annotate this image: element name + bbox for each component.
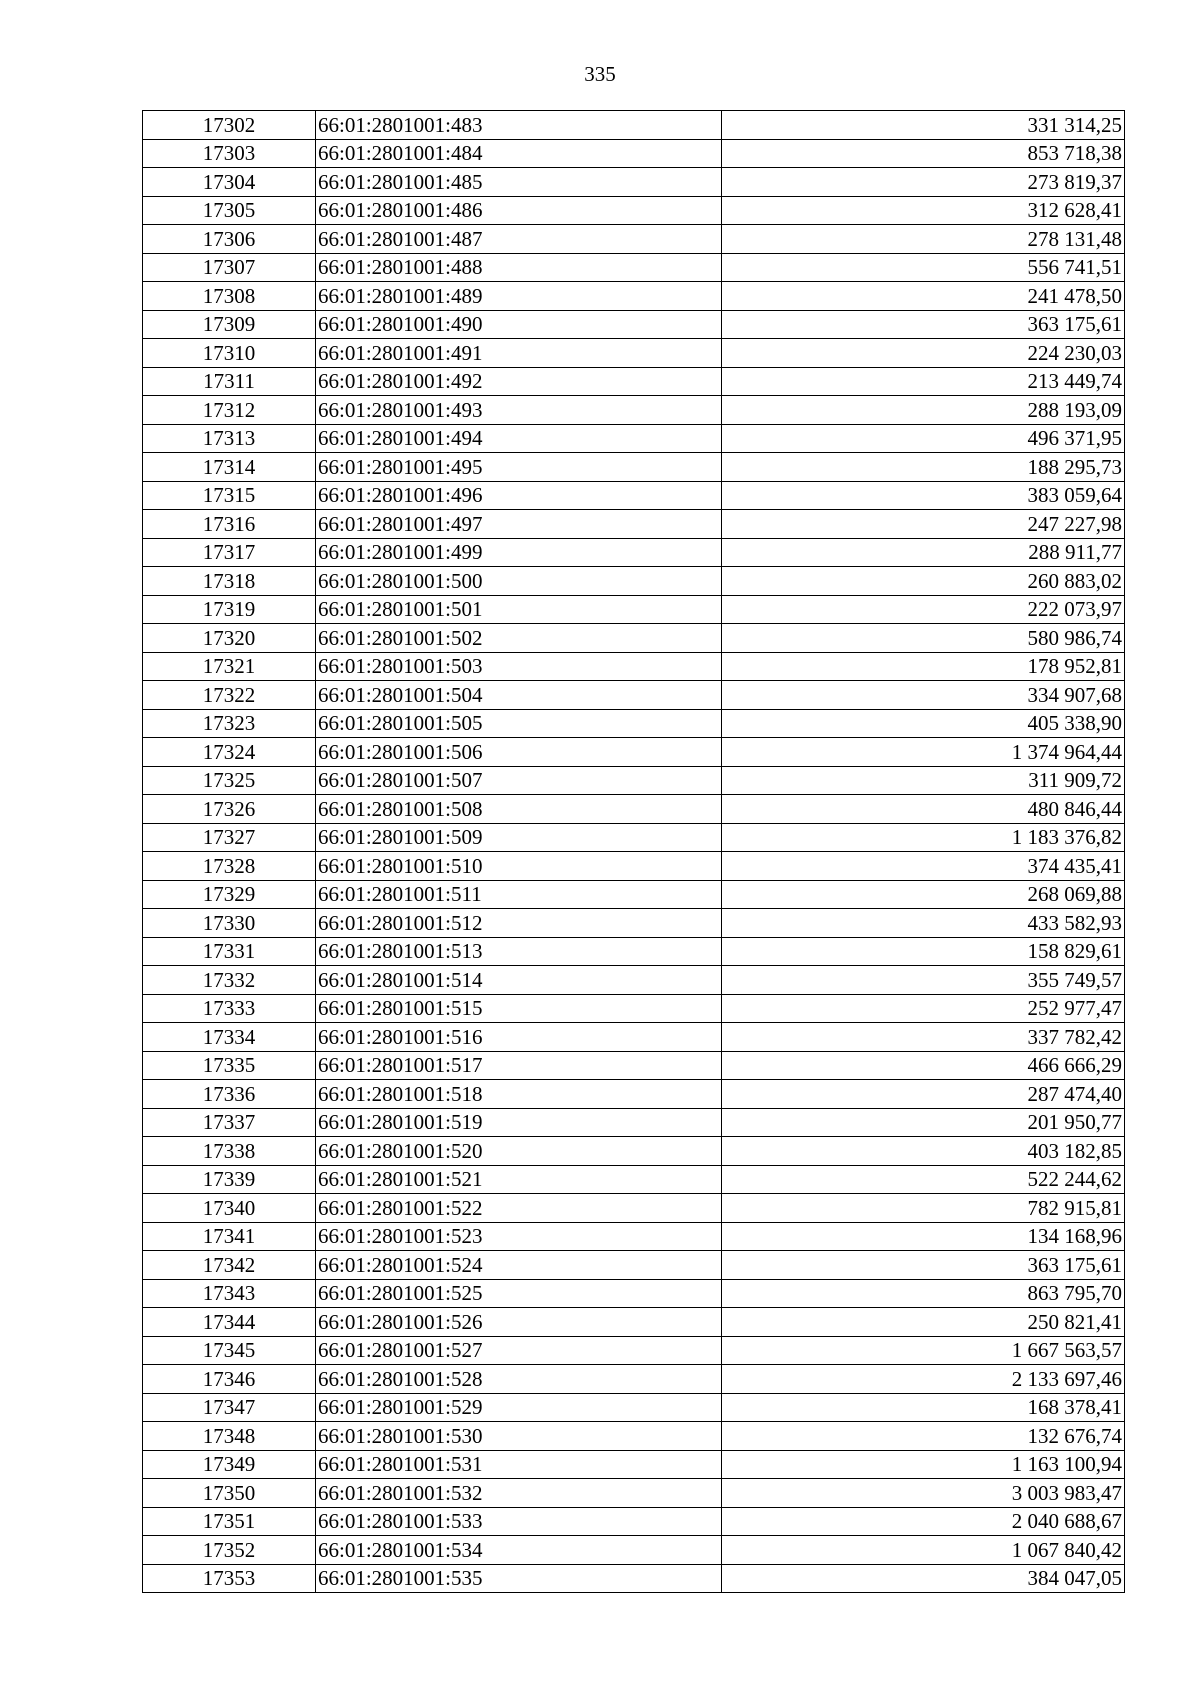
cadastral-value-cell: 1 067 840,42 bbox=[722, 1536, 1125, 1565]
table-row bbox=[143, 652, 1125, 681]
table-row bbox=[143, 1450, 1125, 1479]
table-row bbox=[143, 595, 1125, 624]
table-row bbox=[143, 1165, 1125, 1194]
cadastral-value-cell: 287 474,40 bbox=[722, 1080, 1125, 1109]
cadastral-number-cell: 66:01:2801001:485 bbox=[316, 168, 722, 197]
cadastral-value-cell: 168 378,41 bbox=[722, 1393, 1125, 1422]
cadastral-number-cell: 66:01:2801001:487 bbox=[316, 225, 722, 254]
row-number-cell: 17320 bbox=[143, 624, 316, 653]
cadastral-value-cell: 403 182,85 bbox=[722, 1137, 1125, 1166]
row-number-cell: 17347 bbox=[143, 1393, 316, 1422]
row-number-cell: 17342 bbox=[143, 1251, 316, 1280]
table-row bbox=[143, 1536, 1125, 1565]
cadastral-value-cell: 132 676,74 bbox=[722, 1422, 1125, 1451]
cadastral-value-cell: 201 950,77 bbox=[722, 1108, 1125, 1137]
cadastral-value-cell: 3 003 983,47 bbox=[722, 1479, 1125, 1508]
cadastral-number-cell: 66:01:2801001:534 bbox=[316, 1536, 722, 1565]
cadastral-number-cell: 66:01:2801001:488 bbox=[316, 253, 722, 282]
table-row bbox=[143, 795, 1125, 824]
table-row bbox=[143, 453, 1125, 482]
row-number-cell: 17343 bbox=[143, 1279, 316, 1308]
cadastral-number-cell: 66:01:2801001:518 bbox=[316, 1080, 722, 1109]
cadastral-value-cell: 466 666,29 bbox=[722, 1051, 1125, 1080]
cadastral-value-cell: 268 069,88 bbox=[722, 880, 1125, 909]
row-number-cell: 17309 bbox=[143, 310, 316, 339]
cadastral-number-cell: 66:01:2801001:492 bbox=[316, 367, 722, 396]
cadastral-number-cell: 66:01:2801001:515 bbox=[316, 994, 722, 1023]
cadastral-value-cell: 250 821,41 bbox=[722, 1308, 1125, 1337]
row-number-cell: 17335 bbox=[143, 1051, 316, 1080]
cadastral-value-cell: 1 183 376,82 bbox=[722, 823, 1125, 852]
table-row bbox=[143, 1222, 1125, 1251]
table-row bbox=[143, 424, 1125, 453]
row-number-cell: 17304 bbox=[143, 168, 316, 197]
cadastral-value-cell: 134 168,96 bbox=[722, 1222, 1125, 1251]
cadastral-number-cell: 66:01:2801001:528 bbox=[316, 1365, 722, 1394]
cadastral-number-cell: 66:01:2801001:522 bbox=[316, 1194, 722, 1223]
cadastral-number-cell: 66:01:2801001:525 bbox=[316, 1279, 722, 1308]
table-row bbox=[143, 1194, 1125, 1223]
cadastral-number-cell: 66:01:2801001:530 bbox=[316, 1422, 722, 1451]
cadastral-number-cell: 66:01:2801001:535 bbox=[316, 1564, 722, 1593]
cadastral-number-cell: 66:01:2801001:519 bbox=[316, 1108, 722, 1137]
row-number-cell: 17331 bbox=[143, 937, 316, 966]
row-number-cell: 17330 bbox=[143, 909, 316, 938]
cadastral-number-cell: 66:01:2801001:526 bbox=[316, 1308, 722, 1337]
cadastral-value-cell: 355 749,57 bbox=[722, 966, 1125, 995]
row-number-cell: 17308 bbox=[143, 282, 316, 311]
cadastral-value-cell: 480 846,44 bbox=[722, 795, 1125, 824]
cadastral-value-cell: 2 133 697,46 bbox=[722, 1365, 1125, 1394]
cadastral-number-cell: 66:01:2801001:513 bbox=[316, 937, 722, 966]
row-number-cell: 17337 bbox=[143, 1108, 316, 1137]
row-number-cell: 17338 bbox=[143, 1137, 316, 1166]
cadastral-number-cell: 66:01:2801001:529 bbox=[316, 1393, 722, 1422]
cadastral-value-cell: 247 227,98 bbox=[722, 510, 1125, 539]
row-number-cell: 17351 bbox=[143, 1507, 316, 1536]
cadastral-value-cell: 178 952,81 bbox=[722, 652, 1125, 681]
cadastral-value-cell: 782 915,81 bbox=[722, 1194, 1125, 1223]
table-row bbox=[143, 1393, 1125, 1422]
row-number-cell: 17321 bbox=[143, 652, 316, 681]
table-row bbox=[143, 196, 1125, 225]
row-number-cell: 17315 bbox=[143, 481, 316, 510]
cadastral-value-cell: 1 667 563,57 bbox=[722, 1336, 1125, 1365]
table-row bbox=[143, 1336, 1125, 1365]
table-row bbox=[143, 823, 1125, 852]
table-row bbox=[143, 253, 1125, 282]
row-number-cell: 17332 bbox=[143, 966, 316, 995]
cadastral-value-cell: 580 986,74 bbox=[722, 624, 1125, 653]
row-number-cell: 17318 bbox=[143, 567, 316, 596]
row-number-cell: 17305 bbox=[143, 196, 316, 225]
table-row bbox=[143, 880, 1125, 909]
row-number-cell: 17312 bbox=[143, 396, 316, 425]
cadastral-value-cell: 384 047,05 bbox=[722, 1564, 1125, 1593]
table-row bbox=[143, 1279, 1125, 1308]
table-row bbox=[143, 1308, 1125, 1337]
table-row bbox=[143, 1564, 1125, 1593]
cadastral-number-cell: 66:01:2801001:505 bbox=[316, 709, 722, 738]
row-number-cell: 17352 bbox=[143, 1536, 316, 1565]
table-row bbox=[143, 852, 1125, 881]
cadastral-number-cell: 66:01:2801001:483 bbox=[316, 111, 722, 140]
cadastral-value-cell: 158 829,61 bbox=[722, 937, 1125, 966]
row-number-cell: 17323 bbox=[143, 709, 316, 738]
row-number-cell: 17313 bbox=[143, 424, 316, 453]
table-row bbox=[143, 339, 1125, 368]
table-row bbox=[143, 1023, 1125, 1052]
cadastral-value-cell: 224 230,03 bbox=[722, 339, 1125, 368]
row-number-cell: 17302 bbox=[143, 111, 316, 140]
cadastral-number-cell: 66:01:2801001:503 bbox=[316, 652, 722, 681]
cadastral-number-cell: 66:01:2801001:523 bbox=[316, 1222, 722, 1251]
cadastral-value-cell: 273 819,37 bbox=[722, 168, 1125, 197]
row-number-cell: 17341 bbox=[143, 1222, 316, 1251]
cadastral-number-cell: 66:01:2801001:489 bbox=[316, 282, 722, 311]
row-number-cell: 17306 bbox=[143, 225, 316, 254]
cadastral-number-cell: 66:01:2801001:494 bbox=[316, 424, 722, 453]
cadastral-number-cell: 66:01:2801001:497 bbox=[316, 510, 722, 539]
row-number-cell: 17310 bbox=[143, 339, 316, 368]
cadastral-value-cell: 522 244,62 bbox=[722, 1165, 1125, 1194]
row-number-cell: 17303 bbox=[143, 139, 316, 168]
table-row bbox=[143, 624, 1125, 653]
table-row bbox=[143, 168, 1125, 197]
table-row bbox=[143, 738, 1125, 767]
table-row bbox=[143, 709, 1125, 738]
row-number-cell: 17322 bbox=[143, 681, 316, 710]
row-number-cell: 17324 bbox=[143, 738, 316, 767]
cadastral-value-cell: 2 040 688,67 bbox=[722, 1507, 1125, 1536]
cadastral-value-cell: 288 193,09 bbox=[722, 396, 1125, 425]
cadastral-value-cell: 222 073,97 bbox=[722, 595, 1125, 624]
cadastral-value-cell: 278 131,48 bbox=[722, 225, 1125, 254]
cadastral-number-cell: 66:01:2801001:490 bbox=[316, 310, 722, 339]
cadastral-value-cell: 252 977,47 bbox=[722, 994, 1125, 1023]
table-row bbox=[143, 538, 1125, 567]
row-number-cell: 17307 bbox=[143, 253, 316, 282]
cadastral-number-cell: 66:01:2801001:501 bbox=[316, 595, 722, 624]
row-number-cell: 17316 bbox=[143, 510, 316, 539]
cadastral-number-cell: 66:01:2801001:491 bbox=[316, 339, 722, 368]
table-row bbox=[143, 510, 1125, 539]
cadastral-value-table bbox=[142, 110, 1125, 1593]
table-row bbox=[143, 481, 1125, 510]
row-number-cell: 17328 bbox=[143, 852, 316, 881]
cadastral-number-cell: 66:01:2801001:507 bbox=[316, 766, 722, 795]
cadastral-value-cell: 363 175,61 bbox=[722, 1251, 1125, 1280]
cadastral-value-cell: 363 175,61 bbox=[722, 310, 1125, 339]
row-number-cell: 17326 bbox=[143, 795, 316, 824]
row-number-cell: 17344 bbox=[143, 1308, 316, 1337]
row-number-cell: 17314 bbox=[143, 453, 316, 482]
cadastral-number-cell: 66:01:2801001:514 bbox=[316, 966, 722, 995]
table-row bbox=[143, 1422, 1125, 1451]
table-row bbox=[143, 139, 1125, 168]
row-number-cell: 17325 bbox=[143, 766, 316, 795]
cadastral-value-cell: 188 295,73 bbox=[722, 453, 1125, 482]
cadastral-value-cell: 1 163 100,94 bbox=[722, 1450, 1125, 1479]
row-number-cell: 17346 bbox=[143, 1365, 316, 1394]
cadastral-number-cell: 66:01:2801001:510 bbox=[316, 852, 722, 881]
table-row bbox=[143, 1479, 1125, 1508]
cadastral-value-cell: 260 883,02 bbox=[722, 567, 1125, 596]
row-number-cell: 17333 bbox=[143, 994, 316, 1023]
table-row bbox=[143, 396, 1125, 425]
row-number-cell: 17350 bbox=[143, 1479, 316, 1508]
cadastral-number-cell: 66:01:2801001:511 bbox=[316, 880, 722, 909]
cadastral-number-cell: 66:01:2801001:520 bbox=[316, 1137, 722, 1166]
row-number-cell: 17334 bbox=[143, 1023, 316, 1052]
cadastral-number-cell: 66:01:2801001:508 bbox=[316, 795, 722, 824]
table-row bbox=[143, 966, 1125, 995]
cadastral-value-cell: 331 314,25 bbox=[722, 111, 1125, 140]
cadastral-number-cell: 66:01:2801001:532 bbox=[316, 1479, 722, 1508]
table-row bbox=[143, 1137, 1125, 1166]
cadastral-value-cell: 374 435,41 bbox=[722, 852, 1125, 881]
table-row bbox=[143, 1251, 1125, 1280]
table-row bbox=[143, 367, 1125, 396]
row-number-cell: 17348 bbox=[143, 1422, 316, 1451]
table-row bbox=[143, 1051, 1125, 1080]
table-row bbox=[143, 766, 1125, 795]
cadastral-value-cell: 496 371,95 bbox=[722, 424, 1125, 453]
table-row bbox=[143, 111, 1125, 140]
cadastral-number-cell: 66:01:2801001:486 bbox=[316, 196, 722, 225]
cadastral-number-cell: 66:01:2801001:499 bbox=[316, 538, 722, 567]
table-row bbox=[143, 1365, 1125, 1394]
row-number-cell: 17353 bbox=[143, 1564, 316, 1593]
row-number-cell: 17349 bbox=[143, 1450, 316, 1479]
row-number-cell: 17317 bbox=[143, 538, 316, 567]
row-number-cell: 17340 bbox=[143, 1194, 316, 1223]
cadastral-number-cell: 66:01:2801001:521 bbox=[316, 1165, 722, 1194]
cadastral-number-cell: 66:01:2801001:531 bbox=[316, 1450, 722, 1479]
cadastral-number-cell: 66:01:2801001:502 bbox=[316, 624, 722, 653]
cadastral-number-cell: 66:01:2801001:484 bbox=[316, 139, 722, 168]
page-number: 335 bbox=[584, 62, 616, 86]
cadastral-number-cell: 66:01:2801001:493 bbox=[316, 396, 722, 425]
row-number-cell: 17311 bbox=[143, 367, 316, 396]
cadastral-value-cell: 383 059,64 bbox=[722, 481, 1125, 510]
table-row bbox=[143, 909, 1125, 938]
table-row bbox=[143, 310, 1125, 339]
table-body bbox=[143, 111, 1125, 1593]
cadastral-number-cell: 66:01:2801001:516 bbox=[316, 1023, 722, 1052]
table-row bbox=[143, 567, 1125, 596]
table-row bbox=[143, 225, 1125, 254]
cadastral-value-cell: 311 909,72 bbox=[722, 766, 1125, 795]
table-row bbox=[143, 937, 1125, 966]
cadastral-number-cell: 66:01:2801001:504 bbox=[316, 681, 722, 710]
cadastral-number-cell: 66:01:2801001:533 bbox=[316, 1507, 722, 1536]
row-number-cell: 17327 bbox=[143, 823, 316, 852]
table-row bbox=[143, 1080, 1125, 1109]
cadastral-value-cell: 312 628,41 bbox=[722, 196, 1125, 225]
cadastral-number-cell: 66:01:2801001:500 bbox=[316, 567, 722, 596]
cadastral-value-cell: 405 338,90 bbox=[722, 709, 1125, 738]
row-number-cell: 17329 bbox=[143, 880, 316, 909]
cadastral-number-cell: 66:01:2801001:517 bbox=[316, 1051, 722, 1080]
table-row bbox=[143, 1108, 1125, 1137]
cadastral-number-cell: 66:01:2801001:509 bbox=[316, 823, 722, 852]
cadastral-value-cell: 334 907,68 bbox=[722, 681, 1125, 710]
table-row bbox=[143, 282, 1125, 311]
row-number-cell: 17319 bbox=[143, 595, 316, 624]
cadastral-value-cell: 1 374 964,44 bbox=[722, 738, 1125, 767]
cadastral-number-cell: 66:01:2801001:496 bbox=[316, 481, 722, 510]
cadastral-number-cell: 66:01:2801001:527 bbox=[316, 1336, 722, 1365]
table-row bbox=[143, 681, 1125, 710]
cadastral-number-cell: 66:01:2801001:495 bbox=[316, 453, 722, 482]
cadastral-value-cell: 863 795,70 bbox=[722, 1279, 1125, 1308]
row-number-cell: 17339 bbox=[143, 1165, 316, 1194]
row-number-cell: 17345 bbox=[143, 1336, 316, 1365]
cadastral-number-cell: 66:01:2801001:506 bbox=[316, 738, 722, 767]
cadastral-value-cell: 337 782,42 bbox=[722, 1023, 1125, 1052]
cadastral-value-cell: 288 911,77 bbox=[722, 538, 1125, 567]
cadastral-number-cell: 66:01:2801001:524 bbox=[316, 1251, 722, 1280]
cadastral-value-cell: 556 741,51 bbox=[722, 253, 1125, 282]
table-row bbox=[143, 1507, 1125, 1536]
cadastral-value-cell: 433 582,93 bbox=[722, 909, 1125, 938]
cadastral-number-cell: 66:01:2801001:512 bbox=[316, 909, 722, 938]
table-row bbox=[143, 994, 1125, 1023]
row-number-cell: 17336 bbox=[143, 1080, 316, 1109]
cadastral-value-cell: 213 449,74 bbox=[722, 367, 1125, 396]
cadastral-value-cell: 853 718,38 bbox=[722, 139, 1125, 168]
cadastral-value-cell: 241 478,50 bbox=[722, 282, 1125, 311]
